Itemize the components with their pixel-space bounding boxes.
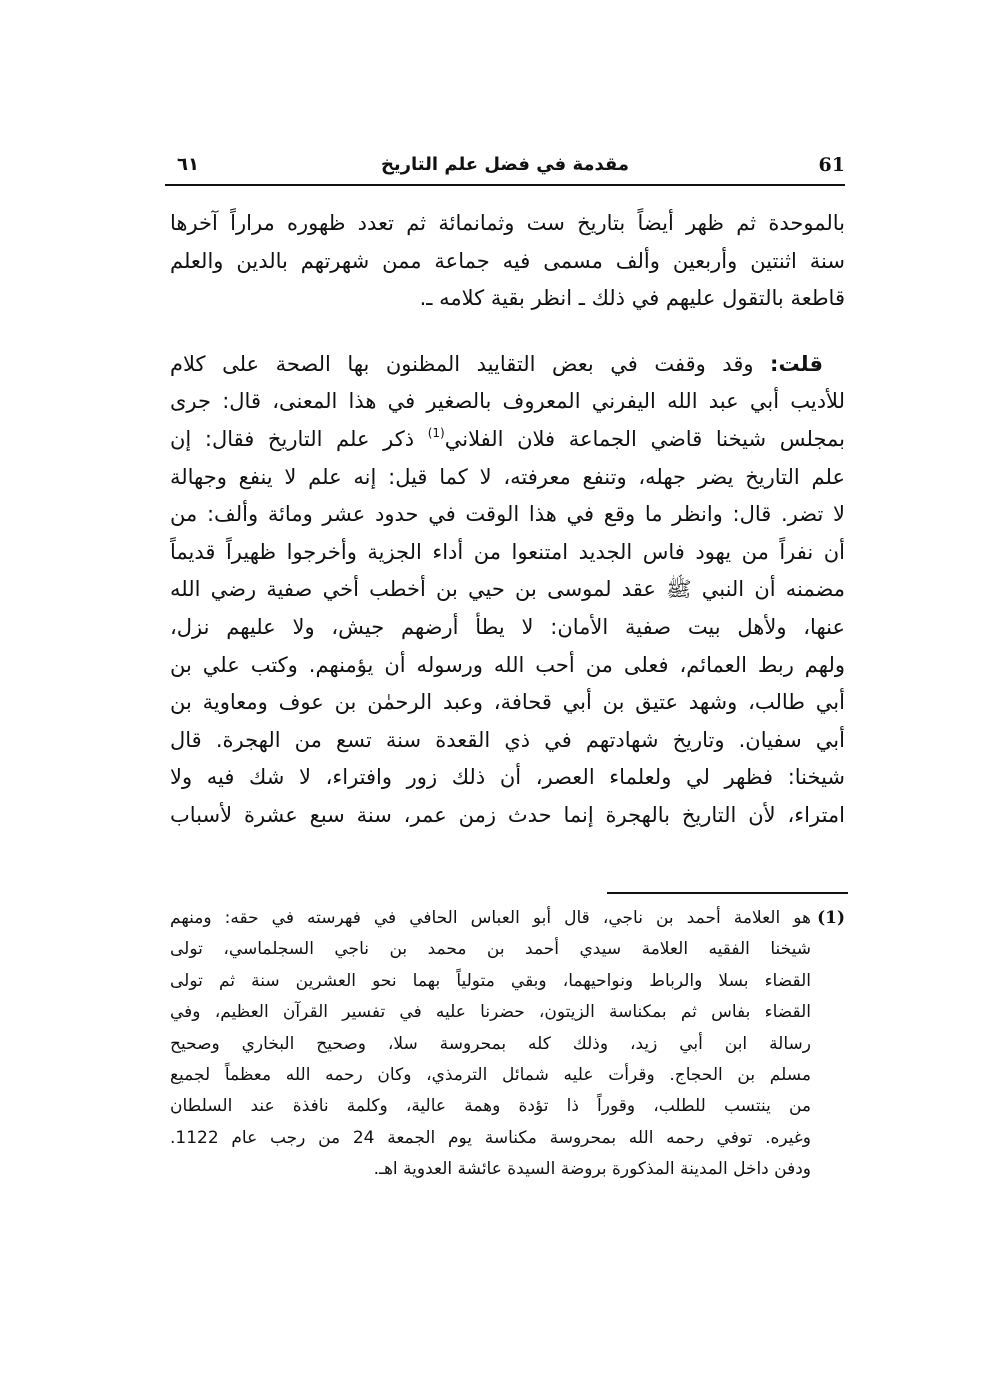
footnote-line	[170, 903, 845, 934]
running-header	[165, 150, 845, 186]
text-line: امتراء، لأن التاريخ بالهجرة إنما حدث زمن عمر، سنة سبع عشرة لأسباب	[170, 802, 845, 827]
text-line: عنها، ولأهل بيت صفية الأمان: لا يطأ أرضهم جيش، ولا عليهم نزل،	[170, 614, 845, 639]
text-line: مضمنه أن النبي ﷺ عقد لموسى بن حيي بن أخطب أخي صفية رضي الله	[170, 577, 845, 602]
footnote-line: القضاء بفاس ثم بمكناسة الزيتون، حضرنا عليه في تفسير القرآن العظيم، وفي	[170, 1002, 811, 1023]
text-run: وقد وقفت في بعض التقاييد المظنون بها الصحة على كلام	[170, 351, 771, 376]
text-run: بمجلس شيخنا قاضي الجماعة فلان الفلاني	[444, 426, 845, 451]
text-line: للأديب أبي عبد الله اليفرني المعروف بالصغير في هذا المعنى، قال: جرى	[170, 389, 845, 414]
page-number-latin: 61	[818, 154, 845, 176]
text-line: لا تضر. قال: وانظر ما وقع في هذا الوقت في حدود عشر ومائة وألف: من	[170, 502, 845, 527]
text-line: بالموحدة ثم ظهر أيضاً بتاريخ ست وثمانمائة ثم تعدد ظهوره مراراً آخرها	[170, 211, 845, 235]
text-line: سنة اثنتين وأربعين وألف مسمى فيه جماعة ممن شهرتهم بالدين والعلم	[170, 248, 845, 273]
text-line: علم التاريخ يضر جهله، وتنفع معرفته، لا كما قيل: إنه علم لا ينفع وجهالة	[170, 464, 845, 489]
text-line: ولهم ربط العمائم، فعلى من أحب الله ورسوله أن يؤمنهم. وكتب علي بن	[170, 652, 845, 677]
footnotes	[170, 903, 845, 1186]
header-rule	[165, 184, 845, 186]
text-run: ذكر علم التاريخ فقال: إن	[170, 426, 428, 451]
footnote-line: وغيره. توفي رحمه الله بمحروسة مكناسة يوم الجمعة 24 من رجب عام 1122.	[170, 1127, 811, 1148]
main-text	[170, 205, 845, 835]
footnote-rule	[607, 892, 848, 894]
footnote-line: ودفن داخل المدينة المذكورة بروضة السيدة عائشة العدوية اهـ.	[373, 1159, 811, 1180]
text-line: أبي سفيان. وتاريخ شهادتهم في ذي القعدة سنة تسع من الهجرة. قال	[170, 727, 845, 752]
footnote-line: شيخنا الفقيه العلامة سيدي أحمد بن محمد بن ناجي السجلماسي، تولى	[170, 939, 811, 960]
text-line: أبي طالب، وشهد عتيق بن أبي قحافة، وعبد الرحمٰن بن عوف ومعاوية بن	[170, 690, 845, 715]
text-line	[170, 346, 845, 384]
text-line: قاطعة بالتقول عليهم في ذلك ـ انظر بقية كلامه ـ.	[419, 286, 845, 311]
footnote-line: القضاء بسلا والرباط ونواحيهما، وبقي متولياً بهما نحو العشرين سنة ثم تولى	[170, 970, 811, 991]
text-line: أن نفراً من يهود فاس الجديد امتنعوا من أداء الجزية وأخرجوا ظهيراً قديماً	[170, 539, 845, 564]
footnote-line: من ينتسب للطلب، وقوراً ذا تؤدة وهمة عالية، وكلمة نافذة عند السلطان	[170, 1096, 811, 1117]
footnote-text: هو العلامة أحمد بن ناجي، قال أبو العباس الحافي في فهرسته في حقه: ومنهم	[170, 908, 811, 928]
footnote-line: رسالة ابن أبي زيد، وذلك كله بمحروسة سلا، وصحيح البخاري وصحيح	[170, 1033, 811, 1054]
text-line	[170, 421, 845, 459]
text-line: شيخنا: فظهر لي ولعلماء العصر، أن ذلك زور وافتراء، لا شك فيه ولا	[170, 765, 845, 790]
running-title: مقدمة في فضل علم التاريخ	[380, 154, 630, 175]
footnote-ref: (1)	[427, 425, 445, 440]
page-number-arabic: ٦١	[177, 154, 199, 175]
qultu-lead: قلت:	[770, 351, 823, 376]
footnote-number: (1)	[817, 908, 845, 928]
footnote-line: مسلم بن الحجاج. وقرأت عليه شمائل الترمذي، وكان رحمه الله معظماً لجميع	[170, 1064, 811, 1085]
paragraph-gap	[170, 318, 845, 346]
